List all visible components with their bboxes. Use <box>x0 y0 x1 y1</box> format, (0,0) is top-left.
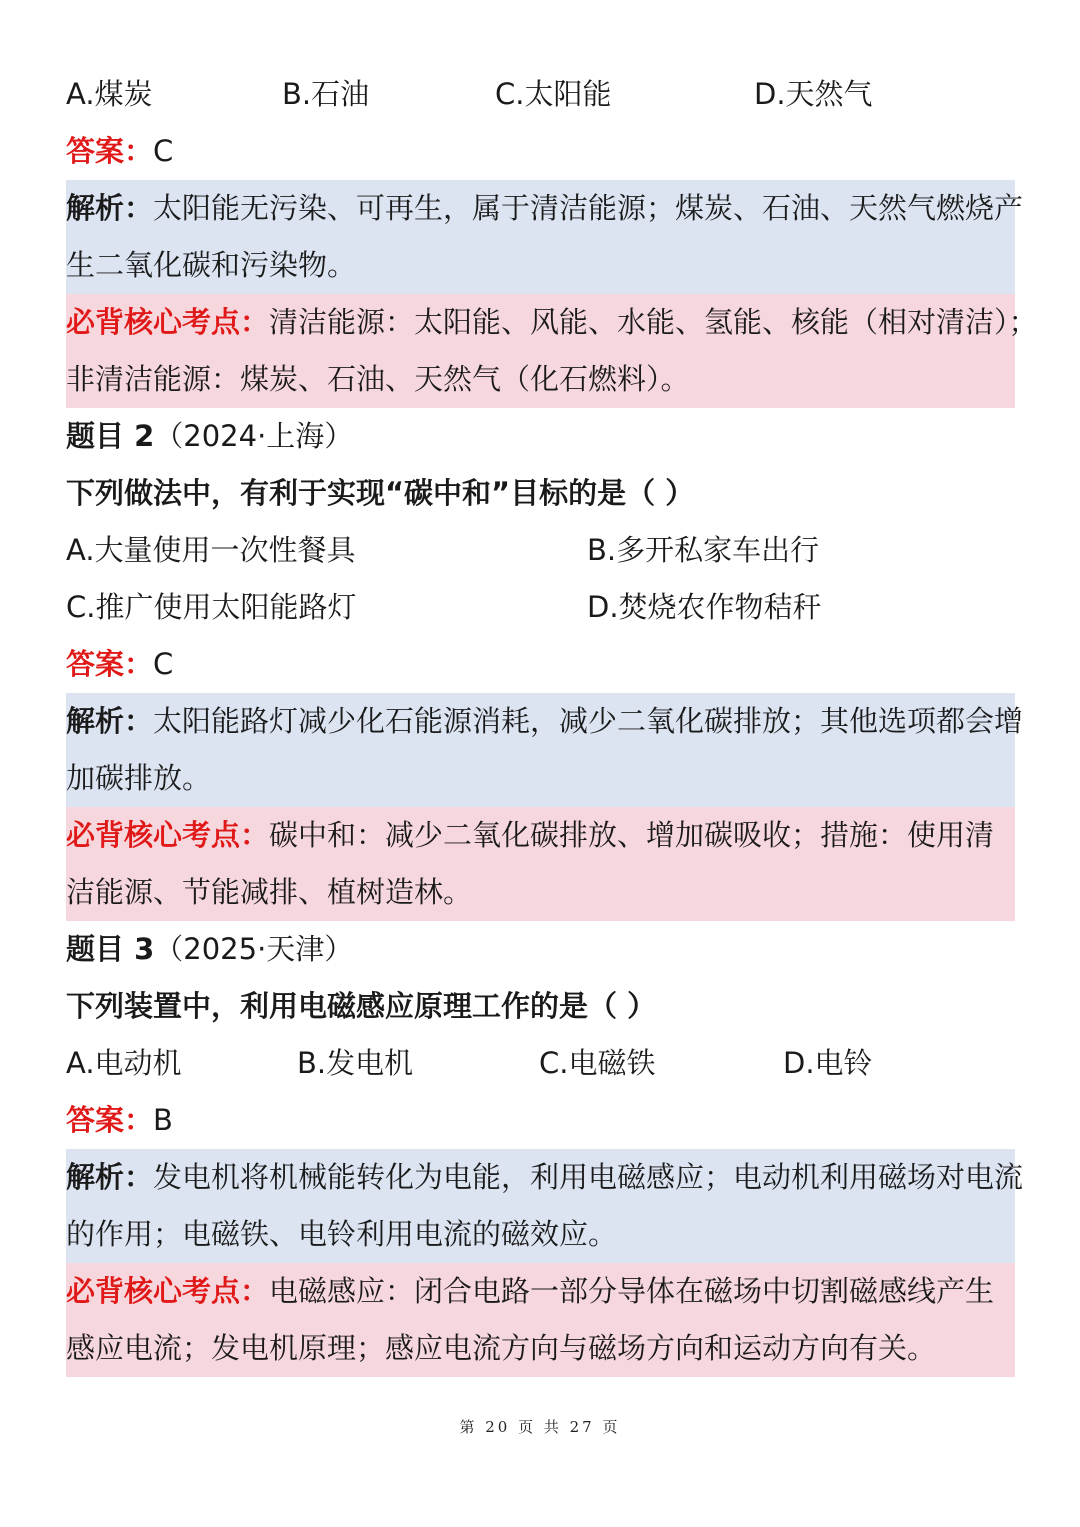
q3-source: （2025·天津） <box>154 932 354 966</box>
q3-explain-label: 解析： <box>66 1160 154 1194</box>
q2-answer <box>66 636 1015 693</box>
q3-answer-value: B <box>153 1103 173 1137</box>
q3-option-b: B.发电机 <box>297 1046 414 1080</box>
q1-key-text-1: 清洁能源：太阳能、风能、水能、氢能、核能（相对清洁）； <box>269 305 1038 339</box>
q2-title: 题目 2 <box>66 419 155 453</box>
q2-explain-text-1: 太阳能路灯减少化石能源消耗，减少二氧化碳排放；其他选项都会增 <box>153 704 1024 738</box>
q1-key-label: 必背核心考点： <box>66 305 270 339</box>
q2-key-label: 必背核心考点： <box>66 818 270 852</box>
q1-key-points <box>66 294 1038 408</box>
q2-explanation <box>66 693 1024 807</box>
q2-question: 下列做法中，有利于实现“碳中和”目标的是（ ） <box>66 476 695 510</box>
q2-option-b: B.多开私家车出行 <box>587 533 820 567</box>
q2-option-c: C.推广使用太阳能路灯 <box>66 590 357 624</box>
q1-answer-value: C <box>153 134 174 168</box>
q3-explanation <box>66 1149 1024 1263</box>
q1-answer <box>66 123 1015 180</box>
q3-key-text-2: 感应电流；发电机原理；感应电流方向与磁场方向和运动方向有关。 <box>66 1331 937 1365</box>
q1-explain-text-2: 生二氧化碳和污染物。 <box>66 248 357 282</box>
q2-explain-text-2: 加碳排放。 <box>66 761 212 795</box>
q3-option-c: C.电磁铁 <box>539 1046 656 1080</box>
q2-key-text-2: 洁能源、节能减排、植树造林。 <box>66 875 473 909</box>
q3-title: 题目 3 <box>66 932 155 966</box>
q2-key-points <box>66 807 1015 921</box>
q1-option-a: A.煤炭 <box>66 77 153 111</box>
q2-answer-label: 答案： <box>66 647 154 681</box>
q1-explanation <box>66 180 1024 294</box>
document-page <box>66 66 1038 1377</box>
q1-key-text-2: 非清洁能源：煤炭、石油、天然气（化石燃料）。 <box>66 362 690 396</box>
q3-explain-text-2: 的作用；电磁铁、电铃利用电流的磁效应。 <box>66 1217 618 1251</box>
q3-key-text-1: 电磁感应：闭合电路一部分导体在磁场中切割磁感线产生 <box>269 1274 995 1308</box>
q2-heading <box>66 408 1015 465</box>
q1-explain-label: 解析： <box>66 191 154 225</box>
q3-heading <box>66 921 1015 978</box>
q3-option-d: D.电铃 <box>783 1046 873 1080</box>
q1-answer-label: 答案： <box>66 134 154 168</box>
q2-explain-label: 解析： <box>66 704 154 738</box>
q2-key-text-1: 碳中和：减少二氧化碳排放、增加碳吸收；措施：使用清 <box>269 818 995 852</box>
q3-key-points <box>66 1263 1015 1377</box>
q1-option-b: B.石油 <box>282 77 370 111</box>
q3-answer <box>66 1092 1015 1149</box>
q3-option-a: A.电动机 <box>66 1046 182 1080</box>
q3-explain-text-1: 发电机将机械能转化为电能，利用电磁感应；电动机利用磁场对电流 <box>153 1160 1024 1194</box>
q2-options-row-1 <box>66 522 1015 579</box>
q2-answer-value: C <box>153 647 174 681</box>
q1-option-c: C.太阳能 <box>495 77 612 111</box>
q3-question: 下列装置中，利用电磁感应原理工作的是（ ） <box>66 989 657 1023</box>
q3-key-label: 必背核心考点： <box>66 1274 270 1308</box>
page-footer: 第 20 页 共 27 页 <box>459 1418 621 1436</box>
q2-option-a: A.大量使用一次性餐具 <box>66 533 356 567</box>
q1-options <box>66 66 1015 123</box>
q3-options <box>66 1035 1015 1092</box>
q2-options-row-2 <box>66 579 1015 636</box>
q1-option-d: D.天然气 <box>754 77 873 111</box>
q1-explain-text-1: 太阳能无污染、可再生，属于清洁能源；煤炭、石油、天然气燃烧产 <box>153 191 1024 225</box>
q2-source: （2024·上海） <box>154 419 354 453</box>
q3-answer-label: 答案： <box>66 1103 154 1137</box>
q2-option-d: D.焚烧农作物秸秆 <box>587 590 822 624</box>
